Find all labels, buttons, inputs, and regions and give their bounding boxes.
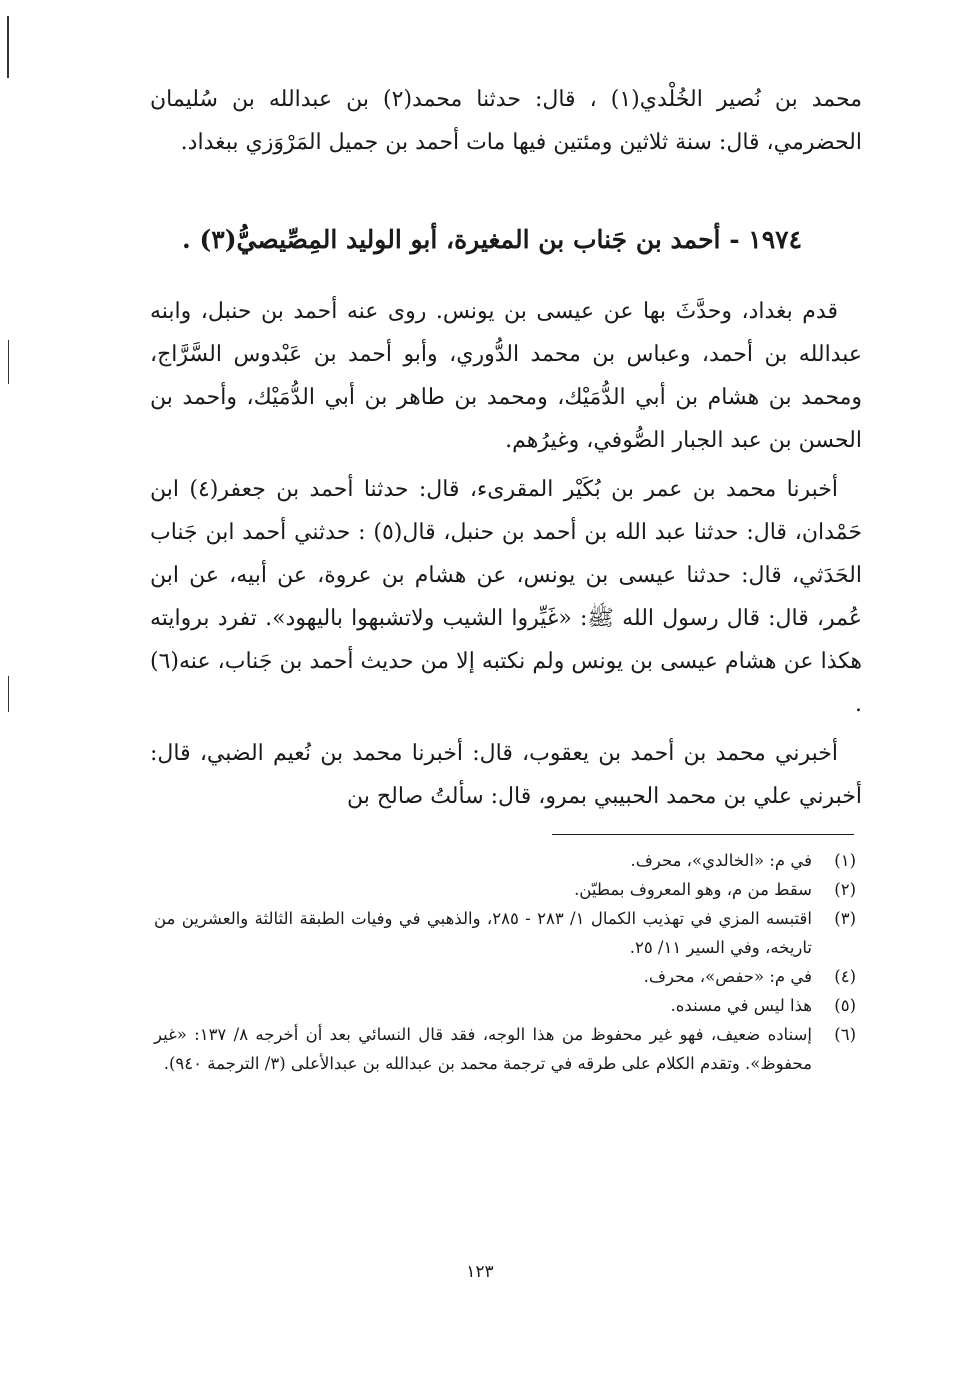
footnote-number: (٣) [834,909,856,928]
footnote-number: (١) [834,851,856,870]
footnote-item [150,962,862,991]
footnote-text: اقتبسه المزي في تهذيب الكمال ١/ ٢٨٣ - ٢٨٥، والذهبي في وفيات الطبقة الثالثة والعشرين من تاريخه، وفي السير ١١/ ٢٥. [154,909,813,957]
scan-edge-mark [7,16,9,78]
scan-edge-mark [8,676,9,712]
paragraph-biography: قدم بغداد، وحدَّثَ بها عن عيسى بن يونس. روى عنه أحمد بن حنبل، وابنه عبدالله بن أحمد، وعباس بن محمد الدُّوري، وأبو أحمد بن عَبْدوس السَّرَّاج، ومحمد بن هشام بن أبي الدُّمَيْك، ومحمد بن طاهر بن أبي الدُّمَيْك، وأحمد بن الحسن بن عبد الجبار الصُّوفي، وغيرُهم. [150,299,862,453]
footnote-text: في م: «الخالدي»، محرف. [630,851,812,870]
entry-heading: ١٩٧٤ - أحمد بن جَناب بن المغيرة، أبو الوليد المِصِّيصيُّ(٣) . [182,225,802,254]
footnote-item [150,904,862,962]
footnote-separator [552,834,854,835]
paragraph-hadith: أخبرنا محمد بن عمر بن بُكَيْر المقرىء، قال: حدثنا أحمد بن جعفر(٤) ابن حَمْدان، قال: حدثنا عبد الله بن أحمد بن حنبل، قال(٥) : حدثني أحمد ابن جَناب الحَدَثي، قال: حدثنا عيسى بن يونس، عن هشام بن عروة، عن أبيه، عن ابن عُمر، قال: قال رسول الله ﷺ: «غَيِّروا الشيب ولاتشبهوا باليهود». تفرد بروايته هكذا عن هشام عيسى بن يونس ولم نكتبه إلا من حديث أحمد بن جَناب، عنه(٦) . [150,477,862,717]
footnote-number: (٥) [834,996,856,1015]
main-text [150,290,862,818]
paragraph-intro: محمد بن نُصير الخُلْدي(١) ، قال: حدثنا محمد(٢) بن عبدالله بن سُليمان الحضرمي، قال: سنة ثلاثين ومئتين فيها مات أحمد بن جميل المَرْوَزي ببغداد. [150,87,863,155]
footnote-item [150,875,862,904]
entry-heading-block [150,218,862,262]
main-text-top [150,78,862,164]
page-number: ١٢٣ [466,1262,494,1282]
footnote-text: سقط من م، وهو المعروف بمطيّن. [574,880,812,899]
footnote-number: (٢) [834,880,856,899]
footnote-text: إسناده ضعيف، فهو غير محفوظ من هذا الوجه، فقد قال النسائي بعد أن أخرجه ٨/ ١٣٧: «غير محفوظ». وتقدم الكلام على طرقه في ترجمة محمد بن عبدالله بن عبدالأعلى (٣/ الترجمة ٩٤٠). [154,1025,812,1073]
footnotes-list [150,846,862,1078]
footnote-item [150,846,862,875]
paragraph-continuation: أخبرني محمد بن أحمد بن يعقوب، قال: أخبرنا محمد بن نُعيم الضبي، قال: أخبرني علي بن محمد الحبيبي بمرو، قال: سألتُ صالح بن [150,741,862,809]
footnote-number: (٦) [834,1025,856,1044]
footnote-item [150,1020,862,1078]
footnote-item [150,991,862,1020]
footnote-text: في م: «حفص»، محرف. [643,967,812,986]
footnote-number: (٤) [834,967,856,986]
scan-edge-mark [8,340,9,384]
footnote-text: هذا ليس في مسنده. [670,996,812,1015]
